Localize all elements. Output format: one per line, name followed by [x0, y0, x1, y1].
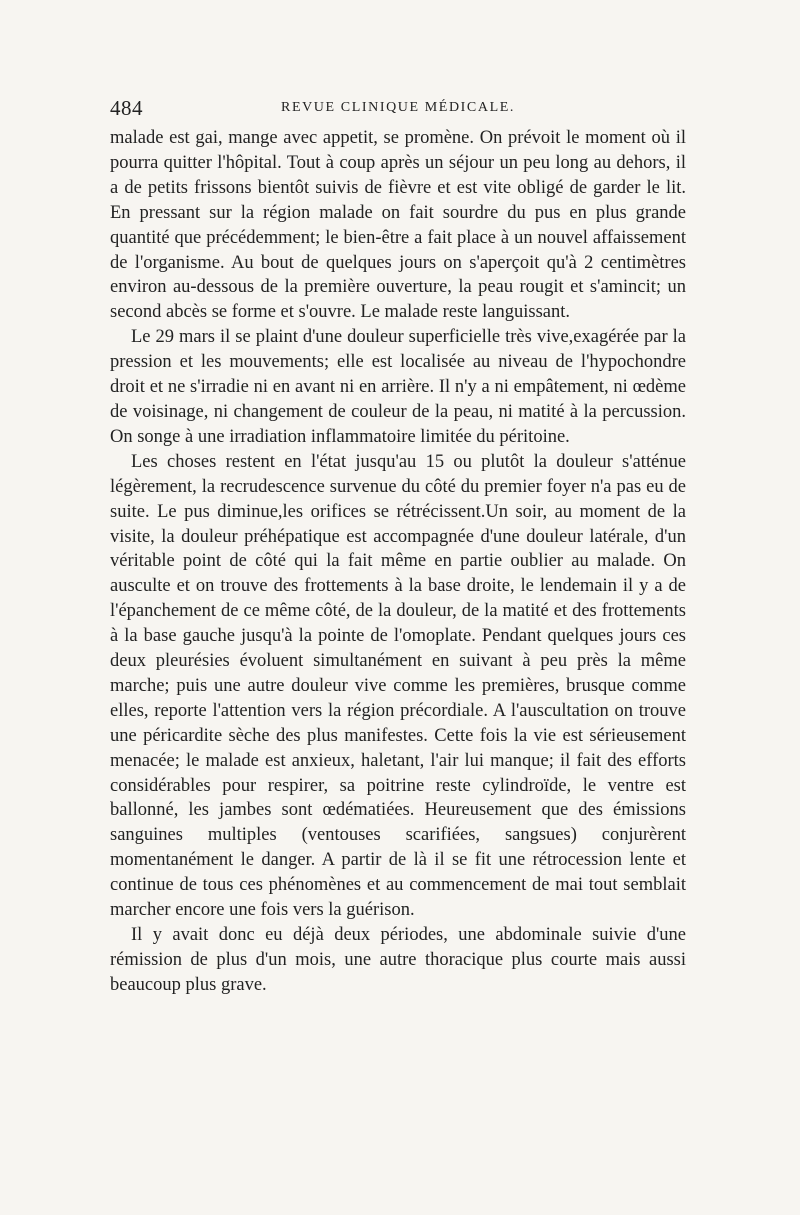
paragraph-2: Le 29 mars il se plaint d'une douleur superficielle très vive,exagérée par la pression et les mouvements; elle est localisée au niveau de l'hypochondre droit et ne s'irradie ni en avant ni en arrière. Il n'y a ni empâtement, ni œdème de voisinage, ni changement de couleur de la peau, ni matité à la percussion. On songe à une irradiation inflammatoire limitée du péritoine.: [110, 327, 686, 447]
paragraph-4: Il y avait donc eu déjà deux périodes, une abdominale suivie d'une rémission de plus d'un mois, une autre thoracique plus courte mais aussi beaucoup plus grave.: [110, 925, 686, 995]
page-header: [110, 96, 686, 126]
paragraph-3: Les choses restent en l'état jusqu'au 15 ou plutôt la douleur s'atténue légèrement, la recrudescence survenue du côté du premier foyer n'a pas eu de suite. Le pus diminue,les orifices se rétrécissent.Un soir, au moment de la visite, la douleur préhépatique est accompagnée d'une douleur latérale, d'un véritable point de côté qui la fait même en partie oublier au malade. On ausculte et on trouve des frottements à la base droite, le lendemain il y a de l'épanchement de ce même côté, de la douleur, de la matité et des frottements à la base gauche jusqu'à la pointe de l'omoplate. Pendant quelques jours ces deux pleurésies évoluent simultanément en suivant à peu près la même marche; puis une autre douleur vive comme les premières, brusque comme elles, reporte l'attention vers la région précordiale. A l'auscultation on trouve une péricardite sèche des plus manifestes. Cette fois la vie est sérieusement menacée; le malade est anxieux, haletant, l'air lui manque; il fait des efforts considérables pour respirer, sa poitrine reste cylindroïde, le ventre est ballonné, les jambes sont œdématiées. Heureusement que des émissions sanguines multiples (ventouses scarifiées, sangsues) conjurèrent momentanément le danger. A partir de là il se fit une rétrocession lente et continue de tous ces phénomènes et au commencement de mai tout semblait marcher encore une fois vers la guérison.: [110, 451, 686, 921]
body-text: [110, 126, 686, 998]
paragraph-1: malade est gai, mange avec appetit, se promène. On prévoit le moment où il pourra quitter l'hôpital. Tout à coup après un séjour un peu long au dehors, il a de petits frissons bientôt suivis de fièvre et est vite obligé de garder le lit. En pressant sur la région malade on fait sourdre du pus en plus grande quantité que précédemment; le bien-être a fait place à un nouvel affaissement de l'organisme. Au bout de quelques jours on s'aperçoit qu'à 2 centimètres environ au-dessous de la première ouverture, la peau rougit et s'amincit; un second abcès se forme et s'ouvre. Le malade reste languissant.: [110, 128, 686, 323]
page-number: 484: [110, 96, 143, 120]
running-head: REVUE CLINIQUE MÉDICALE.: [281, 100, 515, 115]
